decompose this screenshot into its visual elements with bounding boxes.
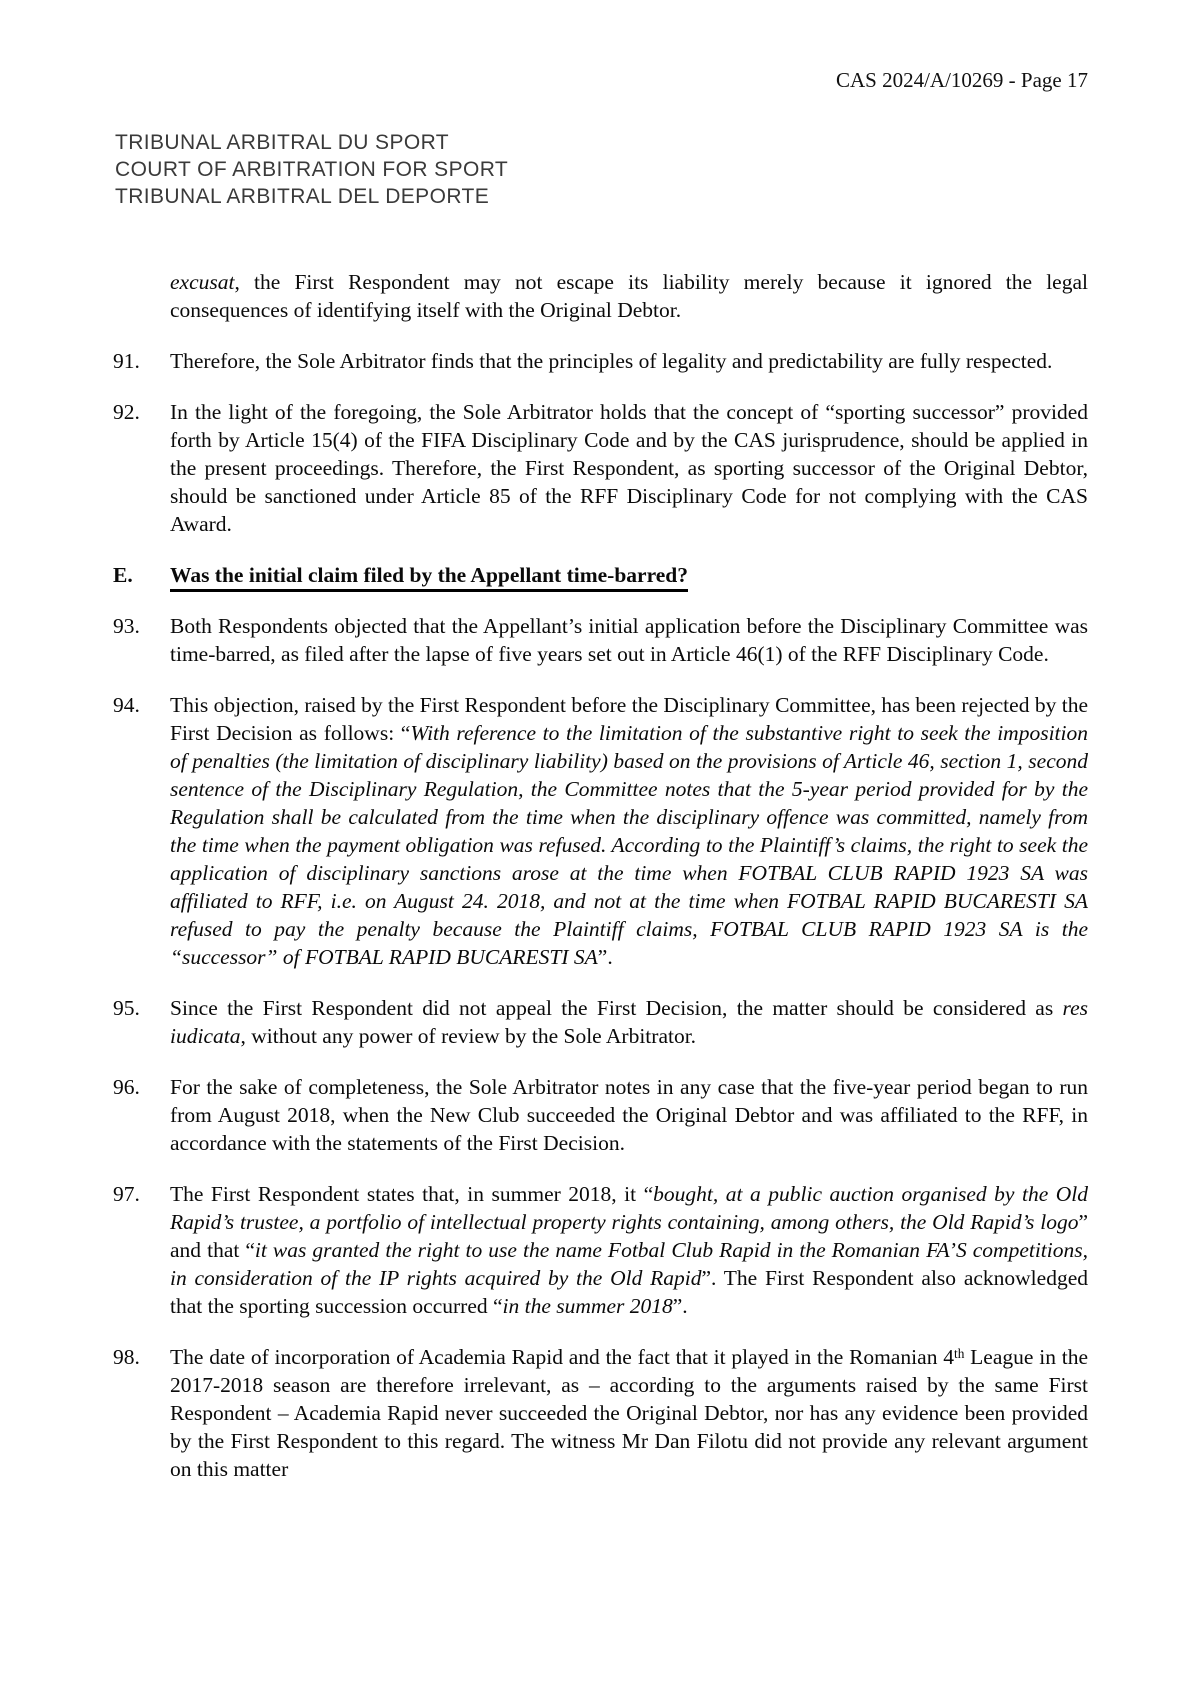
paragraph-98 xyxy=(113,1343,1088,1483)
page-header xyxy=(836,68,1088,93)
letterhead-line-french: TRIBUNAL ARBITRAL DU SPORT xyxy=(115,131,450,154)
paragraph-number: 98. xyxy=(113,1345,140,1369)
case-reference: CAS 2024/A/10269 - Page 17 xyxy=(836,68,1088,92)
paragraph-text: Both Respondents objected that the Appellant’s initial application before the Disciplinary Committee was time-barred, as filed after the lapse of five years set out in Article 46(1) of the RFF Disciplinary Code. xyxy=(170,614,1088,666)
paragraph-number: 93. xyxy=(113,614,140,638)
paragraph-97 xyxy=(113,1180,1088,1320)
paragraph-number: 91. xyxy=(113,349,140,373)
paragraph-text: Therefore, the Sole Arbitrator finds that the principles of legality and predictability are fully respected. xyxy=(170,349,1053,373)
section-heading-e xyxy=(113,561,1088,589)
paragraph-text: The First Respondent states that, in summer 2018, it “bought, at a public auction organised by the Old Rapid’s trustee, a portfolio of intellectual property rights containing, among others, the Old Rapid’s logo” and that “it was granted the right to use the name Fotbal Club Rapid in the Romanian FA’S competitions, in consideration of the IP rights acquired by the Old Rapid”. The First Respondent also acknowledged that the sporting succession occurred “in the summer 2018”. xyxy=(170,1182,1089,1318)
paragraph-number: 96. xyxy=(113,1075,140,1099)
paragraph-number: 92. xyxy=(113,400,140,424)
paragraph-92 xyxy=(113,398,1088,538)
paragraph-94 xyxy=(113,691,1088,971)
letterhead-line-english: COURT OF ARBITRATION FOR SPORT xyxy=(115,158,509,181)
letterhead xyxy=(115,129,508,210)
paragraph-text: excusat, the First Respondent may not escape its liability merely because it ignored the legal consequences of identifying itself with the Original Debtor. xyxy=(170,270,1088,322)
paragraph-continuation xyxy=(113,268,1088,324)
section-letter: E. xyxy=(113,563,133,587)
paragraph-95 xyxy=(113,994,1088,1050)
paragraph-text: The date of incorporation of Academia Rapid and the fact that it played in the Romanian 4th League in the 2017-2018 season are therefore irrelevant, as – according to the arguments raised by the same First Respondent – Academia Rapid never succeeded the Original Debtor, nor has any evidence been provided by the First Respondent to this regard. The witness Mr Dan Filotu did not provide any relevant argument on this matter xyxy=(170,1345,1088,1481)
paragraph-91 xyxy=(113,347,1088,375)
paragraph-number: 94. xyxy=(113,693,140,717)
paragraph-text: Since the First Respondent did not appeal the First Decision, the matter should be considered as res iudicata, without any power of review by the Sole Arbitrator. xyxy=(170,996,1088,1048)
document-body xyxy=(113,268,1088,1506)
letterhead-line-spanish: TRIBUNAL ARBITRAL DEL DEPORTE xyxy=(115,185,490,208)
paragraph-number: 95. xyxy=(113,996,140,1020)
section-heading-text xyxy=(170,561,1088,589)
paragraph-text: For the sake of completeness, the Sole Arbitrator notes in any case that the five-year period began to run from August 2018, when the New Club succeeded the Original Debtor and was affiliated to the RFF, in accordance with the statements of the First Decision. xyxy=(170,1075,1088,1155)
section-heading-label: Was the initial claim filed by the Appellant time-barred? xyxy=(170,563,688,592)
paragraph-96 xyxy=(113,1073,1088,1157)
paragraph-text: This objection, raised by the First Respondent before the Disciplinary Committee, has been rejected by the First Decision as follows: “With reference to the limitation of the substantive right to seek the imposition of penalties (the limitation of disciplinary liability) based on the provisions of Article 46, section 1, second sentence of the Disciplinary Regulation, the Committee notes that the 5-year period provided for by the Regulation shall be calculated from the time when the disciplinary offence was committed, namely from the time when the payment obligation was refused. According to the Plaintiff’s claims, the right to seek the application of disciplinary sanctions arose at the time when FOTBAL CLUB RAPID 1923 SA was affiliated to RFF, i.e. on August 24. 2018, and not at the time when FOTBAL RAPID BUCARESTI SA refused to pay the penalty because the Plaintiff claims, FOTBAL CLUB RAPID 1923 SA is the “successor” of FOTBAL RAPID BUCARESTI SA”. xyxy=(170,693,1088,969)
paragraph-number: 97. xyxy=(113,1182,140,1206)
paragraph-93 xyxy=(113,612,1088,668)
paragraph-number xyxy=(113,268,170,324)
paragraph-text: In the light of the foregoing, the Sole Arbitrator holds that the concept of “sporting successor” provided forth by Article 15(4) of the FIFA Disciplinary Code and by the CAS jurisprudence, should be applied in the present proceedings. Therefore, the First Respondent, as sporting successor of the Original Debtor, should be sanctioned under Article 85 of the RFF Disciplinary Code for not complying with the CAS Award. xyxy=(170,400,1088,536)
